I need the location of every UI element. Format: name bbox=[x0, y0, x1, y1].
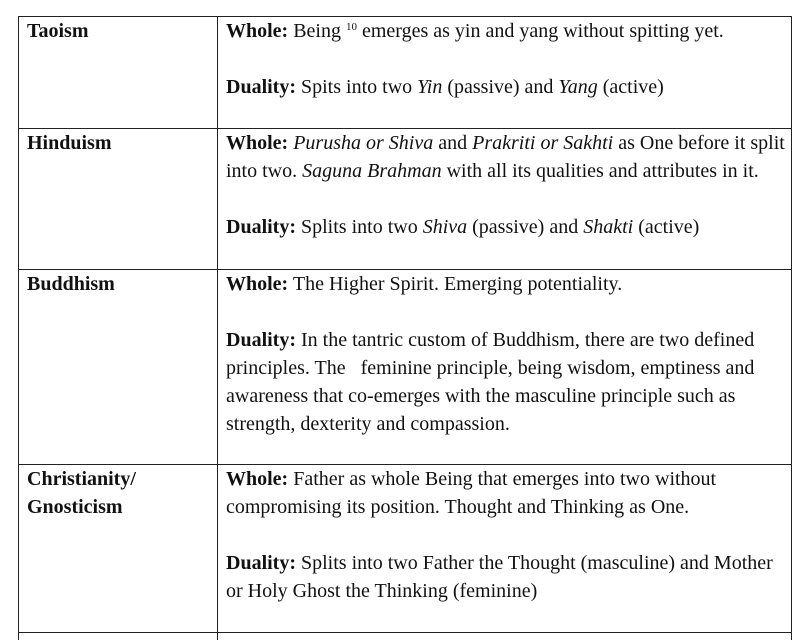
table-row bbox=[19, 17, 792, 129]
religion-cell bbox=[19, 633, 218, 640]
description-cell bbox=[218, 129, 792, 270]
description-cell bbox=[218, 465, 792, 633]
religion-name-line2: Gnosticism bbox=[27, 496, 123, 518]
description-cell bbox=[218, 270, 792, 465]
religion-cell bbox=[19, 465, 218, 633]
duality-label: Duality: bbox=[226, 76, 296, 98]
description-cell bbox=[218, 633, 792, 640]
footnote-marker: 10 bbox=[346, 21, 357, 33]
whole-label: Whole: bbox=[226, 20, 289, 42]
duality-label: Duality: bbox=[226, 552, 296, 574]
description-cell bbox=[218, 17, 792, 129]
duality-paragraph: Duality: In the tantric custom of Buddhism, there are two defined principles. The feminine principle, being wisdom, emptiness and awareness that co-emerges with the masculine principle such as strength, dexterity and compassion. bbox=[226, 329, 760, 435]
religion-duality-table bbox=[18, 16, 792, 640]
whole-paragraph: Whole: Being $^{10}$ emerges as yin and yang without spitting yet. bbox=[226, 20, 724, 42]
whole-paragraph: Whole: The Higher Spirit. Emerging potentiality. bbox=[226, 273, 623, 295]
whole-paragraph: Whole: Father as whole Being that emerges into two without compromising its position. Thought and Thinking as One. bbox=[226, 468, 717, 518]
duality-label: Duality: bbox=[226, 329, 296, 351]
religion-cell bbox=[19, 270, 218, 465]
table-row bbox=[19, 270, 792, 465]
duality-paragraph: Duality: Spits into two Yin (passive) and Yang (active) bbox=[226, 76, 664, 98]
religion-name: Taoism bbox=[27, 20, 89, 42]
religion-name: Hinduism bbox=[27, 132, 112, 154]
table-row bbox=[19, 465, 792, 633]
religion-cell bbox=[19, 129, 218, 270]
duality-label: Duality: bbox=[226, 216, 296, 238]
whole-label: Whole: bbox=[226, 273, 289, 295]
religion-cell bbox=[19, 17, 218, 129]
duality-paragraph: Duality: Splits into two Father the Thought (masculine) and Mother or Holy Ghost the Thinking (feminine) bbox=[226, 552, 773, 602]
whole-label: Whole: bbox=[226, 132, 289, 154]
whole-paragraph: Whole: Purusha or Shiva and Prakriti or Sakhti as One before it split into two. Saguna Brahman with all its qualities and attributes in it. bbox=[226, 132, 785, 182]
religion-name: Buddhism bbox=[27, 273, 115, 295]
table-row bbox=[19, 129, 792, 270]
religion-name-line1: Christianity/ bbox=[27, 468, 136, 490]
table-row-continuation bbox=[19, 633, 792, 640]
duality-paragraph: Duality: Splits into two Shiva (passive) and Shakti (active) bbox=[226, 216, 700, 238]
whole-label: Whole: bbox=[226, 468, 289, 490]
